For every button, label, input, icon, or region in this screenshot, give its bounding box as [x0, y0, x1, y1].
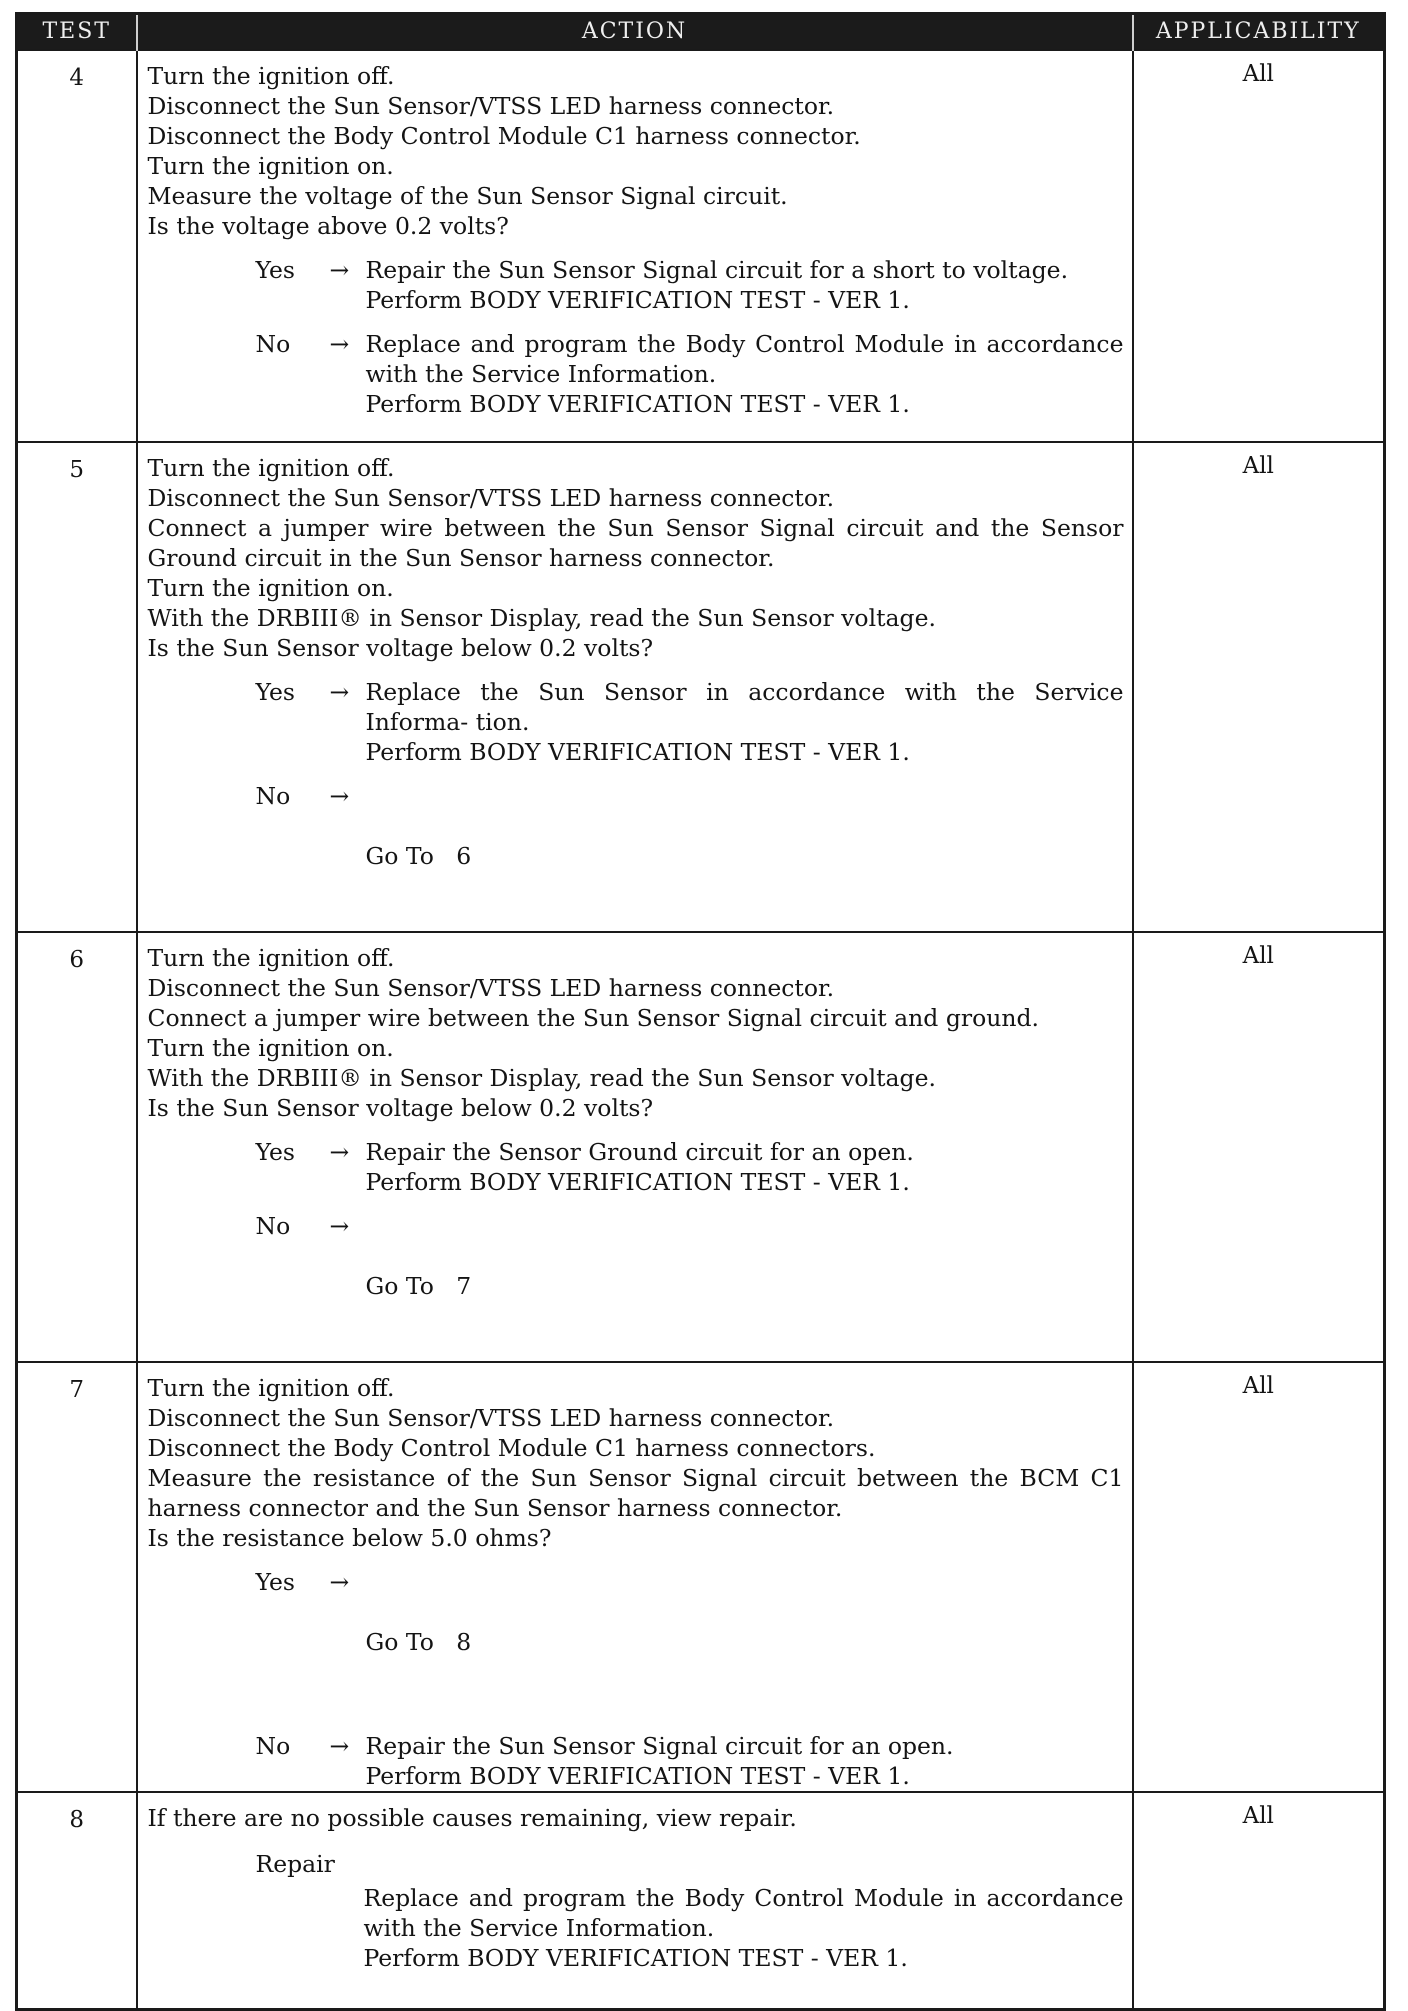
action-step: Turn the ignition off.: [147, 453, 395, 482]
yes-result: [366, 1567, 1124, 1717]
arrow-icon: →: [329, 781, 350, 810]
result-line: Go To 6: [365, 841, 472, 870]
diagnostic-test-table: [15, 12, 1386, 2011]
applicability-value: All: [1133, 1362, 1385, 1792]
result-line: Repair the Sensor Ground circuit for an open.: [365, 1137, 914, 1166]
applicability-value: All: [1133, 932, 1385, 1362]
applicability-value: All: [1133, 1792, 1385, 2010]
no-label: No: [255, 329, 291, 358]
action-step: Disconnect the Sun Sensor/VTSS LED harness connector.: [147, 1403, 835, 1432]
yes-result: [366, 1137, 1124, 1197]
action-step: Turn the ignition off.: [147, 943, 395, 972]
test-row: [17, 1362, 1385, 1792]
repair-line: Replace and program the Body Control Module in accordance with the Service Information.: [363, 1883, 1124, 1942]
action-cell: [137, 932, 1133, 1362]
header-applicability: APPLICABILITY: [1133, 14, 1385, 50]
repair-line: Perform BODY VERIFICATION TEST - VER 1.: [363, 1943, 908, 1972]
test-number: 7: [17, 1362, 137, 1792]
arrow-icon: →: [329, 1137, 350, 1166]
action-step: Is the resistance below 5.0 ohms?: [147, 1523, 552, 1552]
repair-body: [148, 1883, 1124, 1973]
result-line: Replace and program the Body Control Module in accordance with the Service Information.: [365, 329, 1124, 388]
header-row: [17, 14, 1385, 50]
no-label: No: [255, 1211, 291, 1240]
arrow-icon: →: [329, 1211, 350, 1240]
no-label: No: [255, 1731, 291, 1760]
header-action: ACTION: [137, 14, 1133, 50]
arrow-icon: →: [329, 1731, 350, 1760]
no-answer: [148, 1211, 1124, 1361]
result-line: Perform BODY VERIFICATION TEST - VER 1.: [365, 737, 910, 766]
yes-result: [366, 255, 1124, 315]
arrow-icon: →: [329, 677, 350, 706]
no-result: [366, 329, 1124, 419]
applicability-value: All: [1133, 442, 1385, 932]
action-step: Measure the voltage of the Sun Sensor Signal circuit.: [147, 181, 788, 210]
action-cell: [137, 442, 1133, 932]
header-test: TEST: [17, 14, 137, 50]
test-row: [17, 50, 1385, 442]
arrow-icon: →: [329, 329, 350, 358]
action-step: Turn the ignition off.: [147, 61, 395, 90]
no-label: No: [255, 781, 291, 810]
action-step: Turn the ignition on.: [147, 573, 394, 602]
applicability-value: All: [1133, 50, 1385, 442]
action-step: With the DRBIII® in Sensor Display, read the Sun Sensor voltage.: [147, 603, 936, 632]
yes-answer: [148, 255, 1124, 315]
no-answer: [148, 329, 1124, 419]
action-step: Disconnect the Sun Sensor/VTSS LED harness connector.: [147, 483, 835, 512]
action-step: Connect a jumper wire between the Sun Sensor Signal circuit and the Sensor Ground circuit in the Sun Sensor harness connector.: [147, 513, 1124, 572]
yes-label: Yes: [255, 1567, 295, 1596]
action-step: If there are no possible causes remaining, view repair.: [147, 1803, 797, 1832]
yes-result: [366, 677, 1124, 767]
test-row: [17, 442, 1385, 932]
action-step: Connect a jumper wire between the Sun Sensor Signal circuit and ground.: [147, 1003, 1040, 1032]
action-step: Disconnect the Sun Sensor/VTSS LED harness connector.: [147, 91, 835, 120]
test-number: 6: [17, 932, 137, 1362]
yes-label: Yes: [255, 1137, 295, 1166]
action-step: Is the voltage above 0.2 volts?: [147, 211, 509, 240]
action-step: Turn the ignition on.: [147, 151, 394, 180]
no-result: [366, 781, 1124, 931]
arrow-icon: →: [329, 255, 350, 284]
no-result: [366, 1211, 1124, 1361]
result-line: Go To 7: [365, 1271, 472, 1300]
yes-label: Yes: [255, 677, 295, 706]
result-line: Repair the Sun Sensor Signal circuit for a short to voltage.: [365, 255, 1069, 284]
action-step: Disconnect the Body Control Module C1 harness connectors.: [147, 1433, 876, 1462]
test-number: 4: [17, 50, 137, 442]
action-cell: [137, 1792, 1133, 2010]
test-row: [17, 1792, 1385, 2010]
result-line: Go To 8: [365, 1627, 472, 1656]
action-step: Turn the ignition off.: [147, 1373, 395, 1402]
yes-answer: [148, 1137, 1124, 1197]
no-answer: [148, 781, 1124, 931]
no-answer: [148, 1731, 1124, 1791]
action-cell: [137, 50, 1133, 442]
action-step: With the DRBIII® in Sensor Display, read the Sun Sensor voltage.: [147, 1063, 936, 1092]
action-step: Disconnect the Body Control Module C1 harness connector.: [147, 121, 861, 150]
yes-answer: [148, 1567, 1124, 1717]
arrow-icon: →: [329, 1567, 350, 1596]
test-row: [17, 932, 1385, 1362]
no-result: [366, 1731, 1124, 1791]
result-line: Perform BODY VERIFICATION TEST - VER 1.: [365, 1167, 910, 1196]
yes-answer: [148, 677, 1124, 767]
result-line: Perform BODY VERIFICATION TEST - VER 1.: [365, 389, 910, 418]
yes-label: Yes: [255, 255, 295, 284]
action-step: Turn the ignition on.: [147, 1033, 394, 1062]
action-cell: [137, 1362, 1133, 1792]
test-number: 8: [17, 1792, 137, 2010]
action-step: Is the Sun Sensor voltage below 0.2 volts?: [147, 1093, 654, 1122]
result-line: Replace the Sun Sensor in accordance with the Service Informa- tion.: [365, 677, 1124, 736]
result-line: Perform BODY VERIFICATION TEST - VER 1.: [365, 1761, 910, 1790]
repair-label: Repair: [255, 1849, 335, 1878]
result-line: Perform BODY VERIFICATION TEST - VER 1.: [365, 285, 910, 314]
action-step: Is the Sun Sensor voltage below 0.2 volts?: [147, 633, 654, 662]
action-step: Disconnect the Sun Sensor/VTSS LED harness connector.: [147, 973, 835, 1002]
action-step: Measure the resistance of the Sun Sensor Signal circuit between the BCM C1 harness connector and the Sun Sensor harness connector.: [147, 1463, 1124, 1522]
result-line: Repair the Sun Sensor Signal circuit for an open.: [365, 1731, 954, 1760]
test-number: 5: [17, 442, 137, 932]
